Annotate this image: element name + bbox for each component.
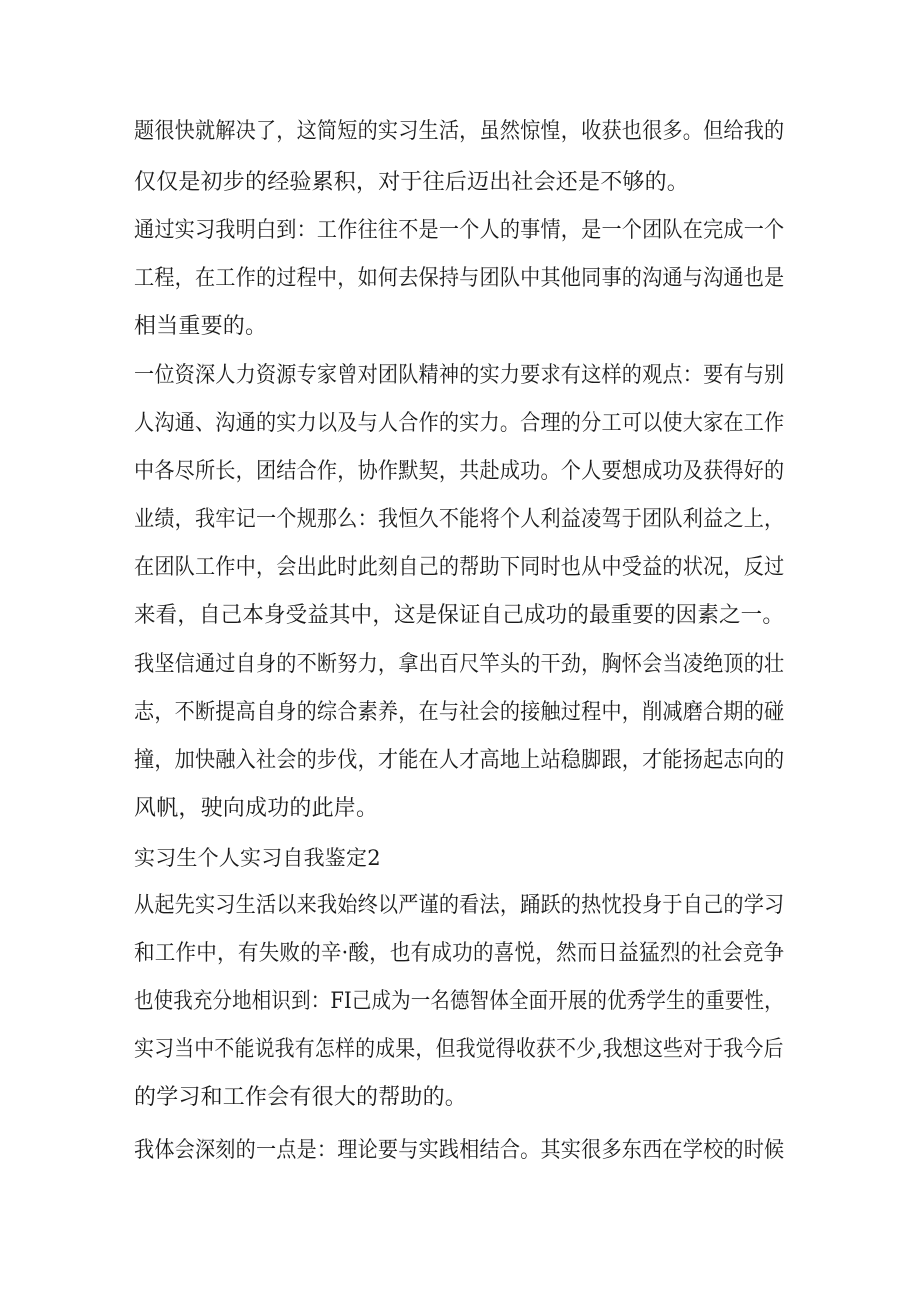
text-line: 中各尽所长，团结合作，协作默契，共赴成功。个人要想成功及获得好的 [134, 459, 785, 484]
text-line: 实习当中不能说我有怎样的成果，但我觉得收获不少,我想这些对于我今后 [134, 1037, 784, 1062]
text-line: 业绩，我牢记一个规那么：我恒久不能将个人利益凌驾于团队利益之上， [134, 507, 785, 532]
text-line: 我坚信通过自身的不断努力，拿出百尺竿头的干劲，胸怀会当凌绝顶的壮 [134, 652, 785, 677]
text-line: 仅仅是初步的经验累积，对于往后迈出社会还是不够的。 [134, 170, 690, 195]
text-line: 从起先实习生活以来我始终以严谨的看法，踊跃的热忱投身于自己的学习 [134, 893, 785, 918]
text-line: 一位资深人力资源专家曾对团队精神的实力要求有这样的观点：要有与别 [134, 363, 785, 388]
text-line: 的学习和工作会有很大的帮助的。 [134, 1085, 468, 1110]
text-line: 和工作中，有失败的辛·酸，也有成功的喜悦，然而日益猛烈的社会竞争 [134, 941, 785, 966]
text-line: 也使我充分地相识到：FI己成为一名德智体全面开展的优秀学生的重要性， [134, 989, 784, 1014]
section-heading: 实习生个人实习自我鉴定2 [134, 846, 381, 870]
text-line: 题很快就解决了，这简短的实习生活，虽然惊惶，收获也很多。但给我的 [134, 119, 785, 144]
text-line: 风帆，驶向成功的此岸。 [134, 796, 379, 821]
text-line: 志，不断提高自身的综合素养，在与社会的接触过程中，削减磨合期的碰 [134, 700, 785, 725]
text-line: 我体会深刻的一点是：理论要与实践相结合。其实很多东西在学校的时候 [134, 1138, 785, 1163]
text-line: 通过实习我明白到：工作往往不是一个人的事情，是一个团队在完成一个 [134, 218, 785, 243]
text-line: 撞，加快融入社会的步伐，才能在人才高地上站稳脚跟，才能扬起志向的 [134, 748, 785, 773]
text-line: 来看，自己本身受益其中，这是保证自己成功的最重要的因素之一。 [134, 603, 785, 628]
text-line: 工程，在工作的过程中，如何去保持与团队中其他同事的沟通与沟通也是 [134, 266, 785, 291]
text-line: 相当重要的。 [134, 314, 268, 339]
text-line: 在团队工作中，会出此时此刻自己的帮助下同时也从中受益的状况，反过 [134, 555, 785, 580]
text-line: 人沟通、沟通的实力以及与人合作的实力。合理的分工可以使大家在工作 [134, 411, 785, 436]
